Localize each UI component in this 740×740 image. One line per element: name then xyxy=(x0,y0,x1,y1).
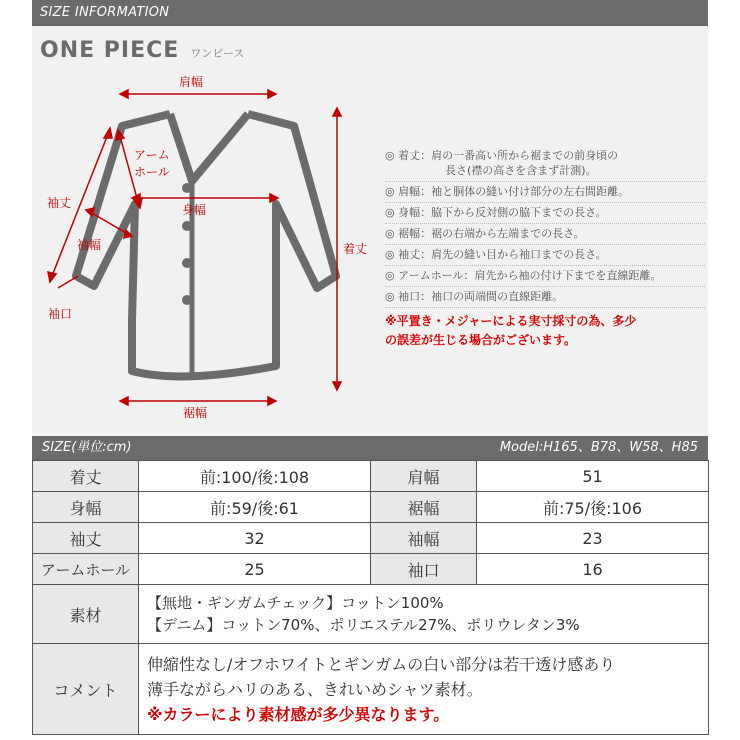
note-desc: 裾の右端から左端までの長さ。 xyxy=(431,227,585,240)
note-term: ◎ 肩幅 xyxy=(385,185,421,198)
table-row xyxy=(33,554,709,585)
row-value: 前:59/後:61 xyxy=(139,492,371,523)
measurement-notes xyxy=(385,146,705,308)
row-value: 32 xyxy=(139,523,371,554)
label-cuff: 袖口 xyxy=(48,307,73,321)
header-title: SIZE INFORMATION xyxy=(40,5,170,20)
button xyxy=(182,295,192,305)
button xyxy=(182,221,192,231)
button xyxy=(182,183,192,193)
model-measurements: Model:H165、B78、W58、H85 xyxy=(499,440,698,455)
note-item: ◎ 身幅：脇下から反対側の脇下までの長さ。 xyxy=(385,203,705,224)
note-term: ◎ 袖口 xyxy=(385,290,421,303)
comment-value xyxy=(139,644,709,735)
material-line: 【デニム】コットン70%、ポリエステル27%、ポリウレタン3% xyxy=(147,616,580,634)
row-label: 袖幅 xyxy=(371,523,477,554)
measurement-warning xyxy=(385,312,705,350)
note-item: ◎ 肩幅：袖と胴体の縫い付け部分の左右間距離。 xyxy=(385,182,705,203)
note-desc: 袖口の両端間の直線距離。 xyxy=(431,290,564,303)
label-sleeve-length: 袖丈 xyxy=(47,196,72,210)
garment-title-text: ONE PIECE xyxy=(40,38,180,63)
note-desc-2: 長さ(襟の高さを含まず計測)。 xyxy=(445,164,597,177)
note-desc: 肩先から袖の付け下までを直線距離。 xyxy=(474,269,662,282)
row-value: 51 xyxy=(477,461,709,492)
warning-line: の誤差が生じる場合がございます。 xyxy=(385,333,577,347)
comment-row xyxy=(33,644,709,735)
material-value xyxy=(139,585,709,644)
row-label: 袖口 xyxy=(371,554,477,585)
size-unit-label: SIZE(単位:cm) xyxy=(42,440,132,455)
note-item: ◎ 裾幅：裾の右端から左端までの長さ。 xyxy=(385,224,705,245)
comment-label: コメント xyxy=(33,644,139,735)
row-value: 前:75/後:106 xyxy=(477,492,709,523)
table-row xyxy=(33,523,709,554)
note-term: ◎ 裾幅 xyxy=(385,227,421,240)
warning-line: ※平置き・メジャーによる実寸採寸の為、多少 xyxy=(385,314,637,328)
table-row xyxy=(33,461,709,492)
size-information-header xyxy=(32,0,708,26)
note-term: ◎ アームホール xyxy=(385,269,464,282)
row-label: 裾幅 xyxy=(371,492,477,523)
row-label: 肩幅 xyxy=(371,461,477,492)
note-desc: 肩先の縫い目から袖口までの長さ。 xyxy=(431,248,607,261)
comment-line: 薄手ながらハリのある、きれいめシャツ素材。 xyxy=(147,679,483,699)
label-length: 着丈 xyxy=(343,242,368,256)
label-armhole-1: アーム xyxy=(134,148,170,162)
comment-line: 伸縮性なし/オフホワイトとギンガムの白い部分は若干透け感あり xyxy=(147,654,616,674)
button xyxy=(182,258,192,268)
note-item: ◎ 着丈：肩の一番高い所から裾までの前身頃の 長さ(襟の高さを含まず計測)。 xyxy=(385,146,705,182)
cuff-arrow xyxy=(58,276,78,288)
material-row xyxy=(33,585,709,644)
note-term: ◎ 着丈 xyxy=(385,149,421,162)
note-desc: 袖と胴体の縫い付け部分の左右間距離。 xyxy=(431,185,630,198)
material-label: 素材 xyxy=(33,585,139,644)
note-desc: 肩の一番高い所から裾までの前身頃の xyxy=(431,149,619,162)
size-table-header xyxy=(32,436,708,460)
row-label: 袖丈 xyxy=(33,523,139,554)
row-value: 前:100/後:108 xyxy=(139,461,371,492)
note-item: ◎ 袖口：袖口の両端間の直線距離。 xyxy=(385,287,705,308)
table-row xyxy=(33,492,709,523)
note-item: ◎ 袖丈：肩先の縫い目から袖口までの長さ。 xyxy=(385,245,705,266)
size-table xyxy=(32,460,709,735)
garment-outline xyxy=(76,114,336,378)
note-term: ◎ 袖丈 xyxy=(385,248,421,261)
material-line: 【無地・ギンガムチェック】コットン100% xyxy=(147,594,444,612)
row-label: 着丈 xyxy=(33,461,139,492)
label-hem: 裾幅 xyxy=(183,406,208,420)
garment-subtitle: ワンピース xyxy=(190,47,245,60)
row-label: アームホール xyxy=(33,554,139,585)
note-item: ◎ アームホール：肩先から袖の付け下までを直線距離。 xyxy=(385,266,705,287)
row-value: 25 xyxy=(139,554,371,585)
label-armhole-2: ホール xyxy=(134,165,170,179)
note-desc: 脇下から反対側の脇下までの長さ。 xyxy=(431,206,607,219)
row-value: 16 xyxy=(477,554,709,585)
comment-warning: ※カラーにより素材感が多少異なります。 xyxy=(147,704,450,724)
row-value: 23 xyxy=(477,523,709,554)
label-sleeve-width: 袖幅 xyxy=(77,238,102,252)
label-shoulder: 肩幅 xyxy=(179,75,204,89)
row-label: 身幅 xyxy=(33,492,139,523)
label-chest: 身幅 xyxy=(182,203,207,217)
note-term: ◎ 身幅 xyxy=(385,206,421,219)
